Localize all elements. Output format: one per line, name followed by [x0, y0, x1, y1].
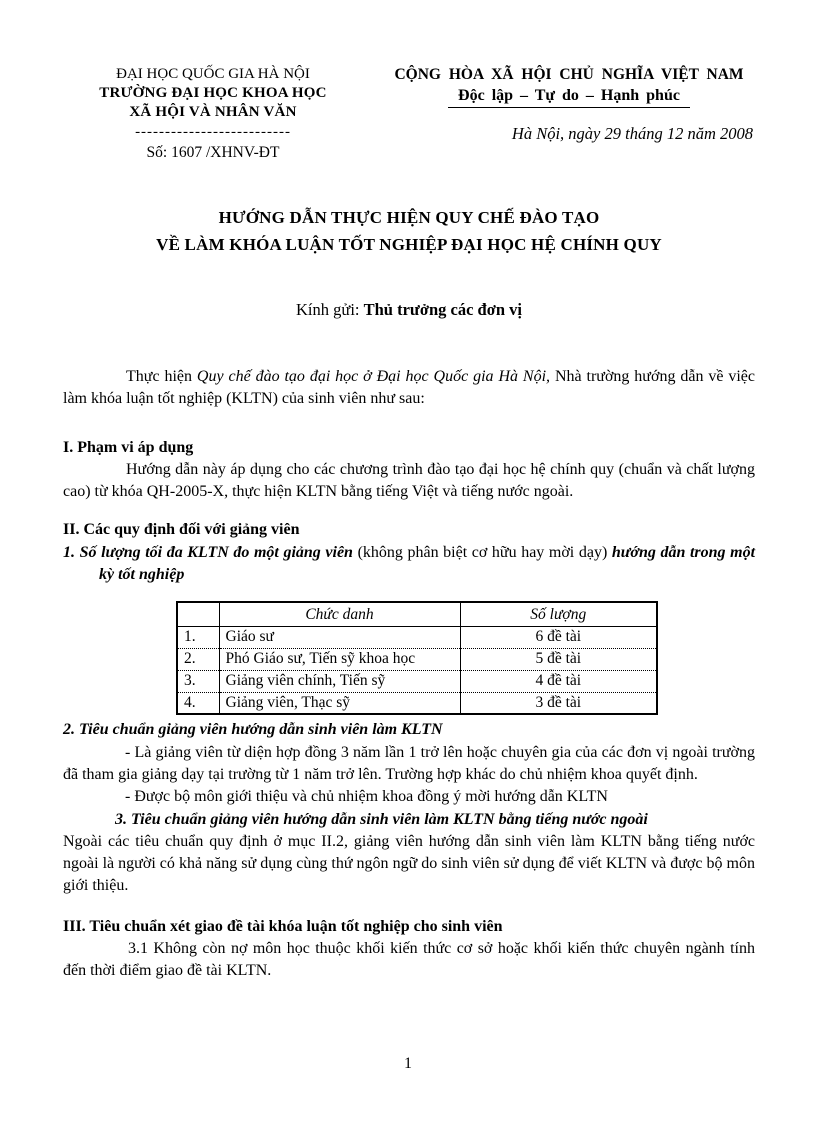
- item1-lead: 1. Số lượng tối đa KLTN đo một giảng viên: [63, 543, 353, 561]
- salutation-recipient: Thủ trưởng các đơn vị: [363, 300, 522, 319]
- table-row: [177, 626, 657, 648]
- table-header-title: Chức danh: [219, 602, 460, 626]
- issuing-org-block: [63, 65, 363, 162]
- section-iii-heading: III. Tiêu chuẩn xét giao đề tài khóa luận tốt nghiệp cho sinh viên: [63, 917, 503, 935]
- item3-paragraph: Ngoài các tiêu chuẩn quy định ở mục II.2, giảng viên hướng dẫn sinh viên làm KLTN bằng tiếng nước ngoài là người có khả năng sử dụng cùng thứ ngôn ngữ do sinh viên sử dụng để viết KLTN và được bộ môn giới thiệu.: [63, 832, 755, 895]
- table-header-quantity: Số lượng: [460, 602, 657, 626]
- intro-regulation-name: Quy chế đào tạo đại học ở Đại học Quốc gia Hà Nội,: [196, 368, 551, 385]
- section-ii-item3-heading: 3. Tiêu chuẩn giảng viên hướng dẫn sinh viên làm KLTN bằng tiếng nước ngoài: [115, 810, 648, 828]
- section-ii-item1: [63, 542, 755, 587]
- table-header-no: [177, 602, 219, 626]
- thesis-quota-table: [176, 601, 658, 715]
- item2-paragraph1: - Là giảng viên từ diện hợp đồng 3 năm lần 1 trở lên hoặc chuyên gia của các đơn vị ngoài trường đã tham gia giảng dạy tại trường từ 1 năm trở lên. Trường hợp khác do chủ nhiệm khoa quyết định.: [63, 743, 755, 783]
- page-number: 1: [404, 1055, 412, 1072]
- section-i-paragraph: Hướng dẫn này áp dụng cho các chương trình đào tạo đại học hệ chính quy (chuẩn và chất lượng cao) từ khóa QH-2005-X, thực hiện KLTN bằng tiếng Việt và tiếng nước ngoài.: [63, 460, 755, 501]
- row3-quantity: 4 đề tài: [460, 670, 657, 692]
- row1-quantity: 6 đề tài: [460, 626, 657, 648]
- org-name-line2: XÃ HỘI VÀ NHÂN VĂN: [129, 104, 297, 120]
- document-title-line2: VỀ LÀM KHÓA LUẬN TỐT NGHIỆP ĐẠI HỌC HỆ CHÍNH QUY: [156, 235, 662, 254]
- section-ii-item2-heading: 2. Tiêu chuẩn giảng viên hướng dẫn sinh viên làm KLTN: [63, 721, 443, 739]
- intro-pre: Thực hiện: [126, 368, 192, 385]
- row2-title: Phó Giáo sư, Tiến sỹ khoa học: [219, 648, 460, 670]
- section-i-heading: I. Phạm vi áp dụng: [63, 438, 194, 456]
- org-name-line1: TRƯỜNG ĐẠI HỌC KHOA HỌC: [99, 85, 327, 101]
- org-separator-line: --------------------------: [135, 124, 291, 140]
- row4-quantity: 3 đề tài: [460, 692, 657, 714]
- table-row: [177, 648, 657, 670]
- motto-wrap: [383, 87, 755, 108]
- table-row: [177, 692, 657, 714]
- table-header-row: [177, 602, 657, 626]
- row3-title: Giảng viên chính, Tiến sỹ: [219, 670, 460, 692]
- document-title: [63, 204, 755, 258]
- row2-quantity: 5 đề tài: [460, 648, 657, 670]
- document-header: [63, 65, 755, 162]
- place-and-date: Hà Nội, ngày 29 tháng 12 năm 2008: [511, 124, 753, 143]
- row3-no: 3.: [177, 670, 219, 692]
- salutation: [63, 300, 755, 320]
- intro-paragraph: [63, 366, 755, 411]
- national-header-block: [383, 65, 755, 144]
- section-ii-heading: II. Các quy định đối với giảng viên: [63, 521, 300, 539]
- org-parent-name: ĐẠI HỌC QUỐC GIA HÀ NỘI: [116, 66, 310, 82]
- table-row: [177, 670, 657, 692]
- document-title-line1: HƯỚNG DẪN THỰC HIỆN QUY CHẾ ĐÀO TẠO: [218, 208, 600, 227]
- national-motto: Độc lập – Tự do – Hạnh phúc: [448, 87, 690, 108]
- section-iii-paragraph: 3.1 Không còn nợ môn học thuộc khối kiến thức cơ sở hoặc khối kiến thức chuyên ngành tính đến thời điểm giao đề tài KLTN.: [63, 940, 755, 980]
- intro-post: Nhà trường hướng dẫn về việc làm khóa luận tốt nghiệp (KLTN) của sinh viên như sau:: [63, 368, 756, 408]
- row4-no: 4.: [177, 692, 219, 714]
- item1-tail: hướng dẫn trong một kỳ tốt nghiệp: [99, 543, 756, 584]
- row1-no: 1.: [184, 628, 196, 646]
- document-number: Số: 1607 /XHNV-ĐT: [146, 144, 280, 161]
- salutation-prefix: Kính gửi:: [296, 300, 360, 319]
- row2-no: 2.: [177, 648, 219, 670]
- row1-title: Giáo sư: [219, 626, 460, 648]
- row4-title: Giảng viên, Thạc sỹ: [219, 692, 460, 714]
- item2-paragraph2: - Được bộ môn giới thiệu và chủ nhiệm khoa đồng ý mời hướng dẫn KLTN: [125, 788, 608, 806]
- item1-plain: (không phân biệt cơ hữu hay mời dạy): [357, 543, 608, 561]
- country-name: CỘNG HÒA XÃ HỘI CHỦ NGHĨA VIỆT NAM: [394, 66, 744, 83]
